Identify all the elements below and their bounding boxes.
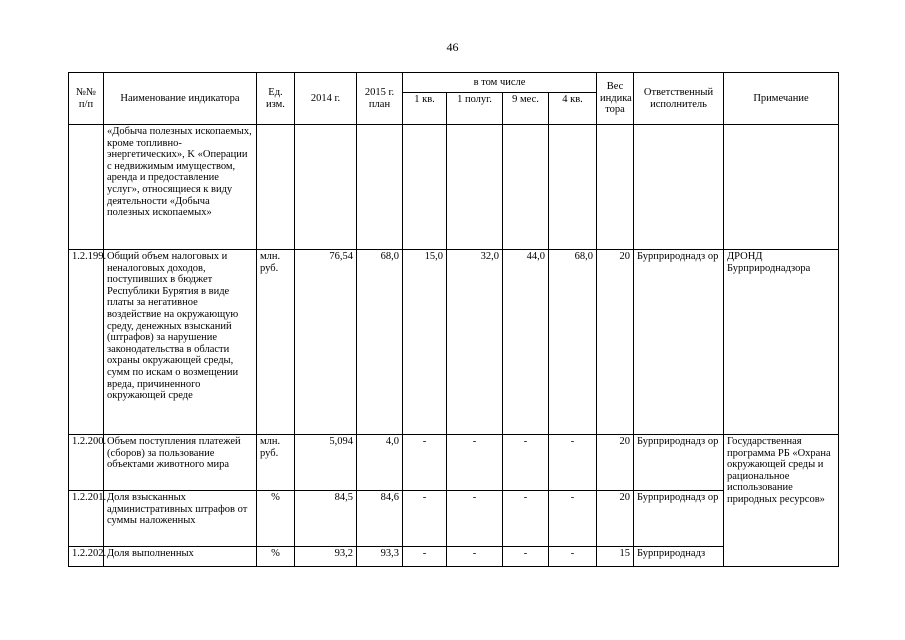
row-2015: 93,3 [357, 547, 403, 567]
header-q4: 4 кв. [549, 93, 597, 125]
row-no: 1.2.201. [69, 491, 104, 547]
row-resp: Бурприроднадз ор [634, 491, 724, 547]
row-no: 1.2.199. [69, 250, 104, 435]
row-weight: 15 [597, 547, 634, 567]
row-q1: 15,0 [403, 250, 447, 435]
header-unit: Ед. изм. [257, 73, 295, 125]
row-q1: - [403, 547, 447, 567]
row-resp: Бурприроднадз [634, 547, 724, 567]
row-9m: 44,0 [503, 250, 549, 435]
row-h1: - [447, 435, 503, 491]
indicators-table [68, 72, 839, 567]
row-9m: - [503, 547, 549, 567]
row-no: 1.2.200. [69, 435, 104, 491]
header-9m: 9 мес. [503, 93, 549, 125]
row-weight: 20 [597, 491, 634, 547]
row-no [69, 125, 104, 250]
row-no: 1.2.202. [69, 547, 104, 567]
row-h1: - [447, 547, 503, 567]
row-2014: 84,5 [295, 491, 357, 547]
row-2015: 68,0 [357, 250, 403, 435]
table-row [69, 547, 839, 567]
row-h1: 32,0 [447, 250, 503, 435]
row-weight: 20 [597, 435, 634, 491]
row-name: Доля выполненных [104, 547, 257, 567]
table-row [69, 435, 839, 491]
header-name: Наименование индикатора [104, 73, 257, 125]
row-2014: 5,094 [295, 435, 357, 491]
row-q1: - [403, 491, 447, 547]
row-q4: 68,0 [549, 250, 597, 435]
header-2014: 2014 г. [295, 73, 357, 125]
header-h1: 1 полуг. [447, 93, 503, 125]
row-unit: млн. руб. [257, 435, 295, 491]
row-name: Общий объем налоговых и неналоговых доходов, поступивших в бюджет Республики Бурятия в виде платы за негативное воздействие на окружающую среду, денежных взысканий (штрафов) за нарушение законодательства в области охраны окружающей среды, сумм по искам о возмещении вреда, причиненного окружающей среде [104, 250, 257, 435]
row-name: Доля взысканных административных штрафов от суммы наложенных [104, 491, 257, 547]
row-unit: % [257, 547, 295, 567]
header-weight: Вес индика тора [597, 73, 634, 125]
header-2015: 2015 г. план [357, 73, 403, 125]
row-2014: 93,2 [295, 547, 357, 567]
row-resp: Бурприроднадз ор [634, 250, 724, 435]
row-name: «Добыча полезных ископаемых, кроме топливно-энергетических», K «Операции с недвижимым имуществом, аренда и предоставление услуг», относящиеся к виду деятельности «Добыча полезных ископаемых» [104, 125, 257, 250]
header-resp: Ответственный исполнитель [634, 73, 724, 125]
row-resp: Бурприроднадз ор [634, 435, 724, 491]
row-unit: % [257, 491, 295, 547]
table-row [69, 491, 839, 547]
row-weight: 20 [597, 250, 634, 435]
merged-note: Государственная программа РБ «Охрана окружающей среды и рациональное использование природных ресурсов» [724, 435, 839, 567]
row-q4: - [549, 435, 597, 491]
table-row [69, 125, 839, 250]
row-q4: - [549, 491, 597, 547]
row-name: Объем поступления платежей (сборов) за пользование объектами животного мира [104, 435, 257, 491]
table-row [69, 250, 839, 435]
row-2015: 84,6 [357, 491, 403, 547]
row-q4: - [549, 547, 597, 567]
header-q1: 1 кв. [403, 93, 447, 125]
row-9m: - [503, 491, 549, 547]
row-note: ДРОНД Бурприроднадзора [724, 250, 839, 435]
row-h1: - [447, 491, 503, 547]
row-2014: 76,54 [295, 250, 357, 435]
header-note: Примечание [724, 73, 839, 125]
header-incl: в том числе [403, 73, 597, 93]
row-unit: млн. руб. [257, 250, 295, 435]
row-q1: - [403, 435, 447, 491]
header-no: №№ п/п [69, 73, 104, 125]
row-9m: - [503, 435, 549, 491]
row-2015: 4,0 [357, 435, 403, 491]
page-number: 46 [446, 40, 459, 54]
